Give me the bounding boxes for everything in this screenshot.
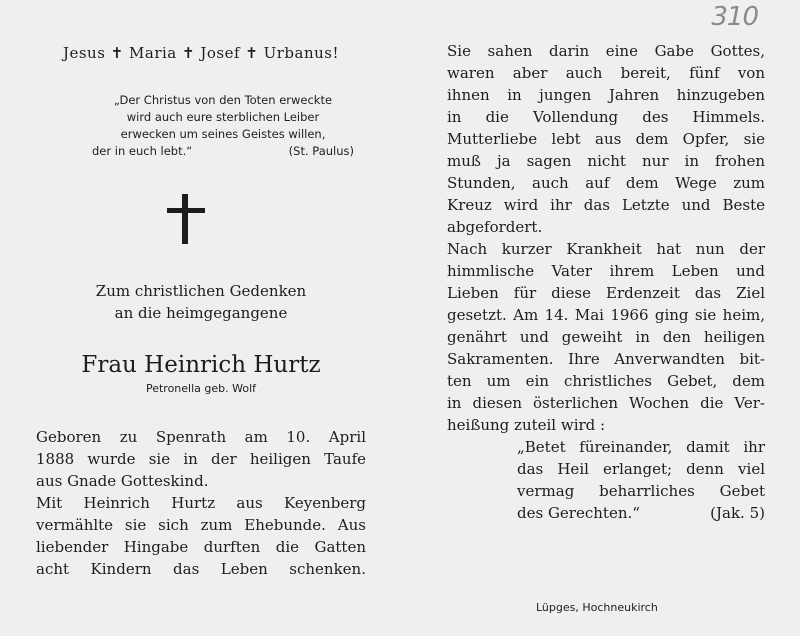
text-line: Geboren zu Spenrath am 10. April [36, 428, 366, 446]
text-line: himmlische Vater ihrem Leben und [447, 262, 765, 280]
verse-line: das Heil erlanget; denn viel [517, 460, 765, 478]
bible-verse [517, 436, 765, 524]
verse-last-line [517, 502, 765, 524]
page-number: 310 [711, 2, 758, 32]
text-line: in die Vollendung des Himmels. [447, 108, 765, 126]
cross-icon [167, 194, 205, 244]
quote-line: wird auch eure sterblichen Leiber [126, 110, 320, 124]
verse-line: „Betet füreinander, damit ihr [517, 438, 765, 456]
text-line: Stunden, auch auf dem Wege zum [447, 174, 765, 192]
text-line: vermählte sie sich zum Ehebunde. Aus [36, 516, 366, 534]
text-line: waren aber auch bereit, fünf von [447, 64, 765, 82]
text-line: Mit Heinrich Hurtz aus Keyenberg [36, 494, 366, 512]
quote-last-line [92, 143, 354, 160]
quote-line: „Der Christus von den Toten erweckte [113, 93, 333, 107]
text-line: 1888 wurde sie in der heiligen Taufe [36, 450, 366, 468]
verse-line: vermag beharrliches Gebet [517, 482, 765, 500]
text-line: acht Kindern das Leben schenken. [36, 560, 366, 578]
quote-line: erwecken um seines Geistes willen, [120, 127, 326, 141]
memorial-line: Zum christlichen Gedenken [95, 282, 307, 300]
verse-source: (Jak. 5) [710, 504, 765, 522]
text-line: gesetzt. Am 14. Mai 1966 ging sie heim, [447, 306, 765, 324]
text-line: liebender Hingabe durften die Gatten [36, 538, 366, 556]
text-line: Mutterliebe lebt aus dem Opfer, sie [447, 130, 765, 148]
text-line: ihnen in jungen Jahren hinzugeben [447, 86, 765, 104]
invocation: Jesus ✝ Maria ✝ Josef ✝ Urbanus! [62, 44, 340, 62]
scripture-quote [92, 92, 354, 160]
text-line: heißung zuteil wird : [447, 416, 606, 434]
left-column [36, 40, 366, 580]
memorial-line: an die heimgegangene [114, 304, 288, 322]
deceased-name: Frau Heinrich Hurtz [81, 352, 321, 378]
quote-line: der in euch lebt.“ [92, 144, 193, 158]
maiden-name: Petronella geb. Wolf [145, 382, 257, 395]
text-line: Sie sahen darin eine Gabe Gottes, [447, 42, 765, 60]
text-line: in diesen österlichen Wochen die Ver- [447, 394, 765, 412]
text-line: abgefordert. [447, 218, 543, 236]
biography-text [36, 426, 366, 580]
memorial-heading [36, 280, 366, 324]
text-line: Kreuz wird ihr das Letzte und Beste [447, 196, 765, 214]
text-line: aus Gnade Gotteskind. [36, 472, 209, 490]
text-line: ten um ein christliches Gebet, dem [447, 372, 765, 390]
text-line: genährt und geweiht in den heiligen [447, 328, 765, 346]
printer-imprint: Lüpges, Hochneukirch [536, 601, 658, 614]
text-line: muß ja sagen nicht nur in frohen [447, 152, 765, 170]
text-line: Sakramenten. Ihre Anverwandten bit- [447, 350, 765, 368]
quote-source: (St. Paulus) [288, 144, 354, 158]
text-line: Lieben für diese Erdenzeit das Ziel [447, 284, 765, 302]
biography-continued [447, 40, 765, 524]
verse-line: des Gerechten.“ [517, 504, 640, 522]
text-line: Nach kurzer Krankheit hat nun der [447, 240, 765, 258]
right-column [447, 40, 765, 524]
